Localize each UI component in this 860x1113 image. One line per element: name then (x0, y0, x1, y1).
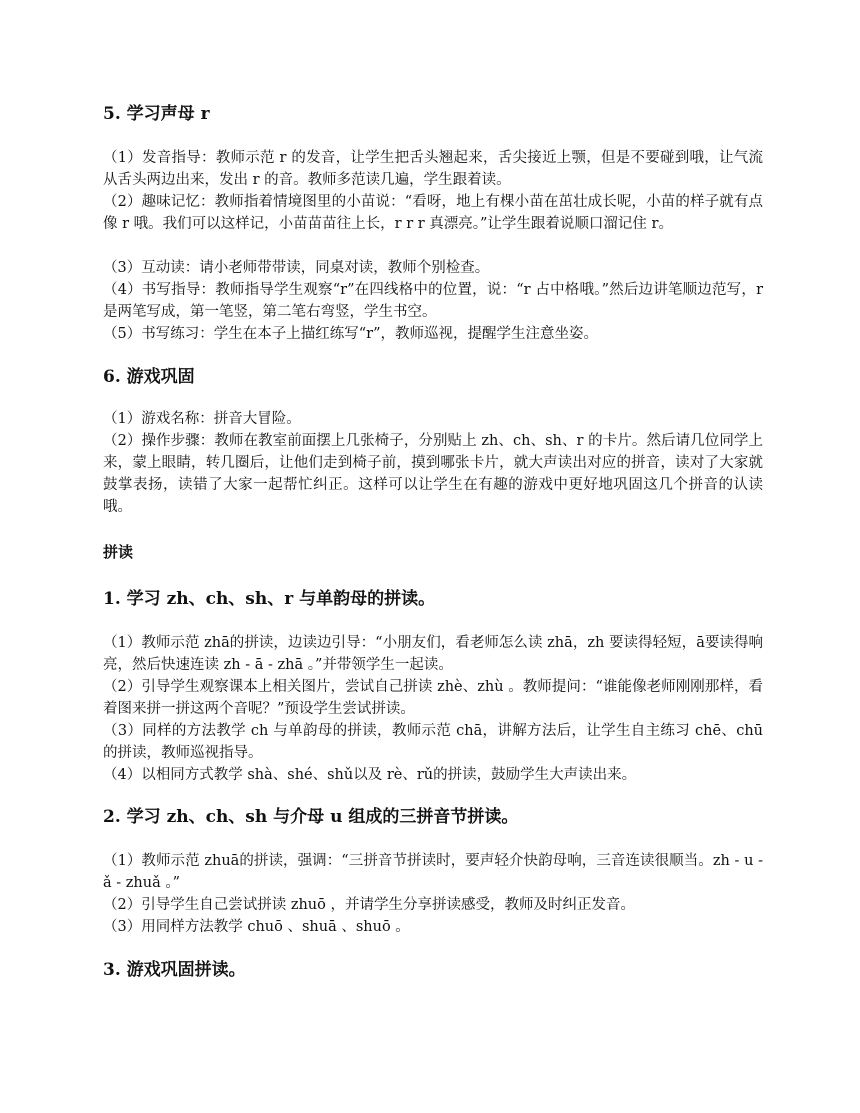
subsection-3-heading: 3. 游戏巩固拼读。 (103, 960, 246, 980)
pindu-label: 拼读 (103, 543, 134, 561)
subsection-1-item-1: （1）教师示范 zhā的拼读，边读边引导：“小朋友们，看老师怎么读 zhā，zh 要读得轻短，ā要读得响亮，然后快速连读 zh - ā - zhā 。”并带领学生一起读。 (103, 635, 763, 673)
section-5-item-1: （1）发音指导：教师示范 r 的发音，让学生把舌头翘起来，舌尖接近上颚，但是不要碰到哦，让气流从舌头两边出来，发出 r 的音。教师多范读几遍，学生跟着读。 (103, 150, 763, 188)
subsection-1-item-3: （3）同样的方法教学 ch 与单韵母的拼读，教师示范 chā，讲解方法后，让学生自主练习 chē、chū的拼读，教师巡视指导。 (103, 723, 763, 761)
section-6-item-1: （1）游戏名称：拼音大冒险。 (103, 411, 301, 427)
section-6-heading: 6. 游戏巩固 (103, 367, 195, 387)
section-5-item-5: （5）书写练习：学生在本子上描红练写“r”，教师巡视，提醒学生注意坐姿。 (103, 326, 598, 342)
subsection-1-item-2: （2）引导学生观察课本上相关图片，尝试自己拼读 zhè、zhù 。教师提问：“谁能像老师刚刚那样，看着图来拼一拼这两个音呢？”预设学生尝试拼读。 (103, 679, 763, 717)
section-5-heading: 5. 学习声母 r (103, 104, 210, 124)
section-6-item-2: （2）操作步骤：教师在教室前面摆上几张椅子，分别贴上 zh、ch、sh、r 的卡片。然后请几位同学上来，蒙上眼睛，转几圈后，让他们走到椅子前，摸到哪张卡片，就大声读出对应的拼音，读对了大家就鼓掌表扬，读错了大家一起帮忙纠正。这样可以让学生在有趣的游戏中更好地巩固这几个拼音的认读哦。 (103, 433, 763, 515)
section-5-item-3: （3）互动读：请小老师带带读，同桌对读，教师个别检查。 (103, 260, 490, 276)
subsection-2-heading: 2. 学习 zh、ch、sh 与介母 u 组成的三拼音节拼读。 (103, 807, 519, 827)
subsection-2-item-3: （3）用同样方法教学 chuō 、shuā 、shuō 。 (103, 919, 410, 935)
subsection-2-item-1: （1）教师示范 zhuā的拼读，强调：“三拼音节拼读时，要声轻介快韵母响，三音连读很顺当。zh - u - ǎ - zhuǎ 。” (103, 853, 763, 891)
subsection-1-item-4: （4）以相同方式教学 shà、shé、shǔ以及 rè、rǔ的拼读，鼓励学生大声读出来。 (103, 767, 637, 783)
section-5-item-4: （4）书写指导：教师指导学生观察“r”在四线格中的位置，说：“r 占中格哦。”然后边讲笔顺边范写，r 是两笔写成，第一笔竖，第二笔右弯竖，学生书空。 (103, 282, 763, 320)
subsection-1-heading: 1. 学习 zh、ch、sh、r 与单韵母的拼读。 (103, 589, 436, 609)
section-5-item-2: （2）趣味记忆：教师指着情境图里的小苗说：“看呀，地上有棵小苗在茁壮成长呢，小苗的样子就有点像 r 哦。我们可以这样记，小苗苗苗往上长，r r r 真漂亮。”让学生跟着说顺口溜记住 r。 (103, 194, 763, 232)
subsection-2-item-2: （2）引导学生自己尝试拼读 zhuō ，并请学生分享拼读感受，教师及时纠正发音。 (103, 897, 635, 913)
